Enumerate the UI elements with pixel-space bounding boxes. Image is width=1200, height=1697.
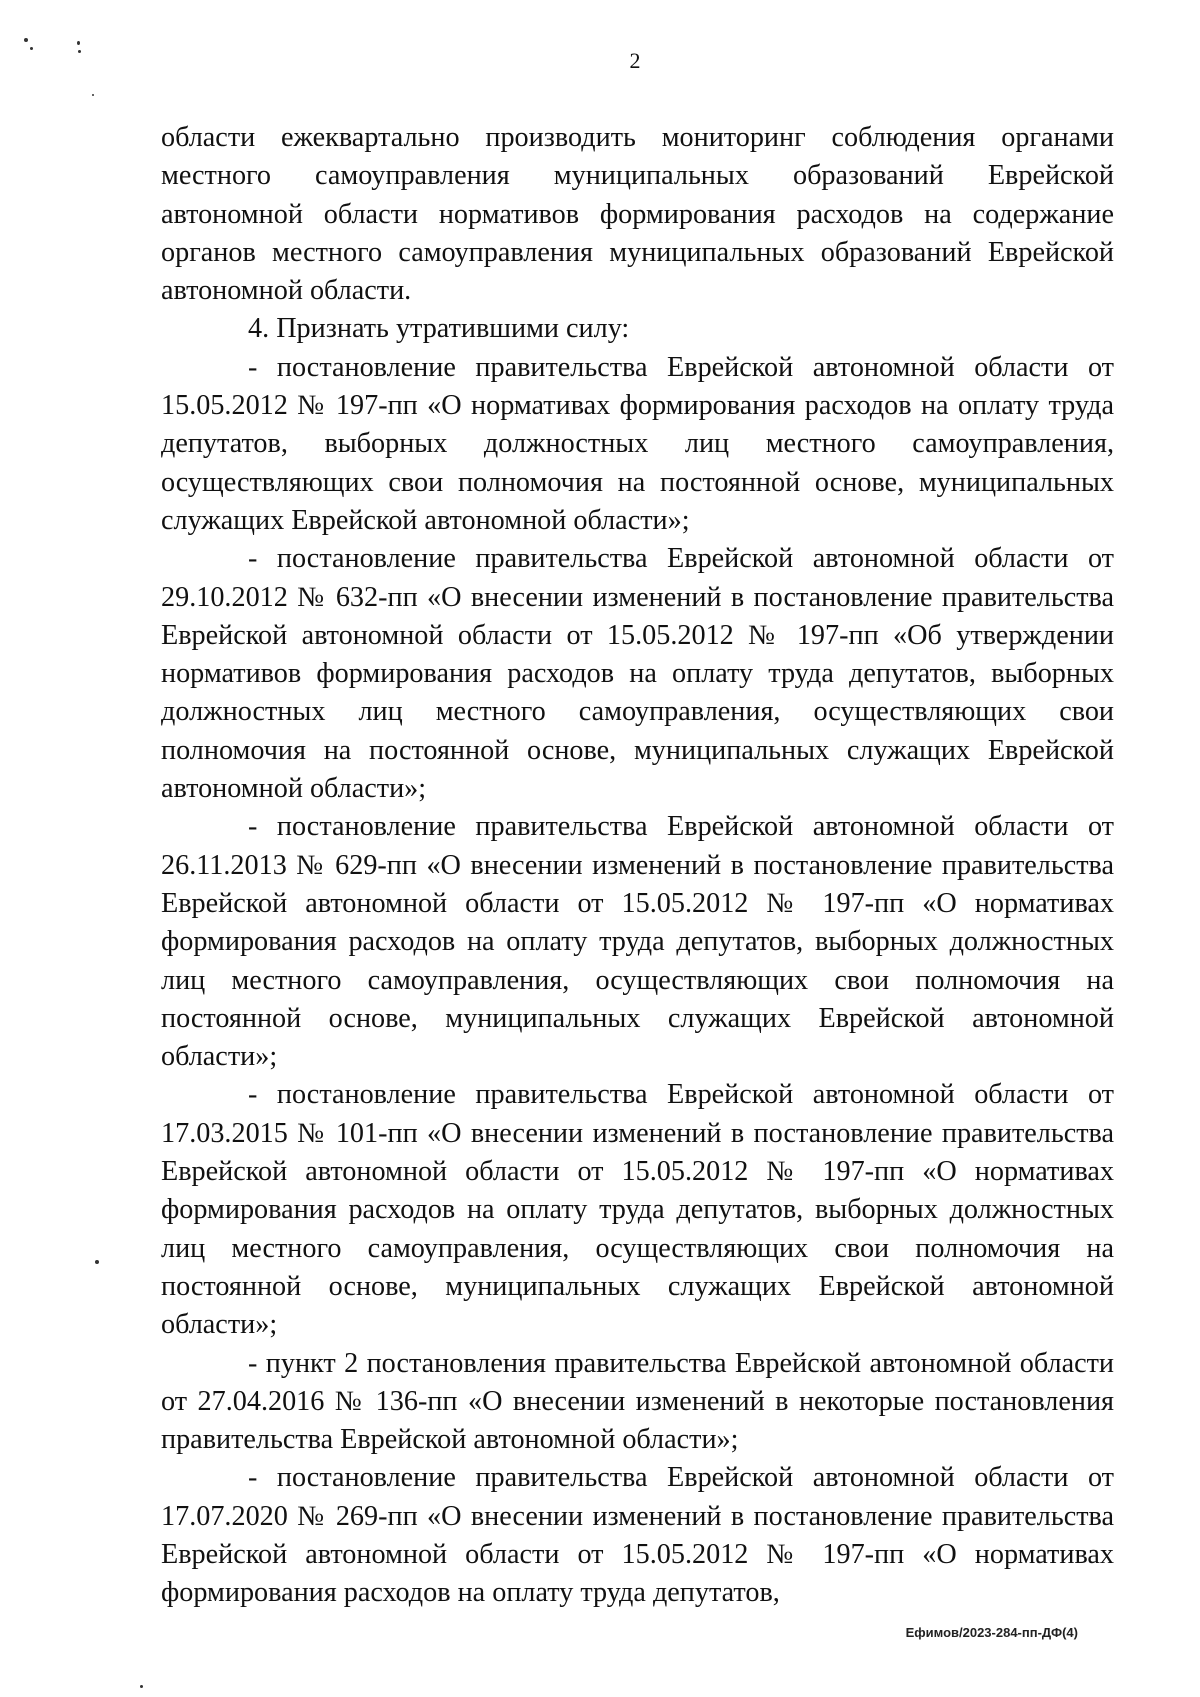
scan-speck: [92, 94, 94, 96]
paragraph-repeal-632-pp: - постановление правительства Еврейской автономной области от 29.10.2012 № 632-пп «О внесении изменений в постановление правительства Еврейской автономной области от 15.05.2012 № 197-пп «Об утверждении нормативов формирования расходов на оплату труда депутатов, выборных должностных лиц местного самоуправления, осуществляющих свои полномочия на постоянной основе, муниципальных служащих Еврейской автономной области»;: [161, 543, 1114, 805]
paragraph-item-4-heading: 4. Признать утратившими силу:: [248, 313, 630, 345]
paragraph-repeal-269-pp: - постановление правительства Еврейской автономной области от 17.07.2020 № 269-пп «О внесении изменений в постановление правительства Еврейской автономной области от 15.05.2012 № 197-пп «О нормативах формирования расходов на оплату труда депутатов,: [161, 1462, 1114, 1609]
paragraph-repeal-629-pp: - постановление правительства Еврейской автономной области от 26.11.2013 № 629-пп «О внесении изменений в постановление правительства Еврейской автономной области от 15.05.2012 № 197-пп «О нормативах формирования расходов на оплату труда депутатов, выборных должностных лиц местного самоуправления, осуществляющих свои полномочия на постоянной основе, муниципальных служащих Еврейской автономной области»;: [161, 811, 1114, 1073]
scan-speck: [140, 1685, 143, 1688]
scan-speck: [30, 47, 33, 50]
scan-speck: [77, 41, 80, 45]
paragraph-repeal-101-pp: - постановление правительства Еврейской автономной области от 17.03.2015 № 101-пп «О внесении изменений в постановление правительства Еврейской автономной области от 15.05.2012 № 197-пп «О нормативах формирования расходов на оплату труда депутатов, выборных должностных лиц местного самоуправления, осуществляющих свои полномочия на постоянной основе, муниципальных служащих Еврейской автономной области»;: [161, 1079, 1114, 1341]
scan-speck: [95, 1260, 99, 1264]
scan-speck: [24, 38, 28, 42]
paragraph-repeal-197-pp: - постановление правительства Еврейской автономной области от 15.05.2012 № 197-пп «О нормативах формирования расходов на оплату труда депутатов, выборных должностных лиц местного самоуправления, осуществляющих свои полномочия на постоянной основе, муниципальных служащих Еврейской автономной области»;: [161, 351, 1114, 536]
paragraph-monitoring: области ежеквартально производить мониторинг соблюдения органами местного самоуправления муниципальных образований Еврейской автономной области нормативов формирования расходов на содержание органов местного самоуправления муниципальных образований Еврейской автономной области.: [161, 122, 1114, 307]
document-registration-code: Ефимов/2023-284-пп-ДФ(4): [905, 1625, 1078, 1640]
page-number: 2: [629, 48, 641, 73]
document-body: [161, 119, 1114, 1613]
scan-speck: [78, 50, 81, 53]
paragraph-repeal-136-pp: - пункт 2 постановления правительства Еврейской автономной области от 27.04.2016 № 136-пп «О внесении изменений в некоторые постановления правительства Еврейской автономной области»;: [161, 1347, 1114, 1456]
